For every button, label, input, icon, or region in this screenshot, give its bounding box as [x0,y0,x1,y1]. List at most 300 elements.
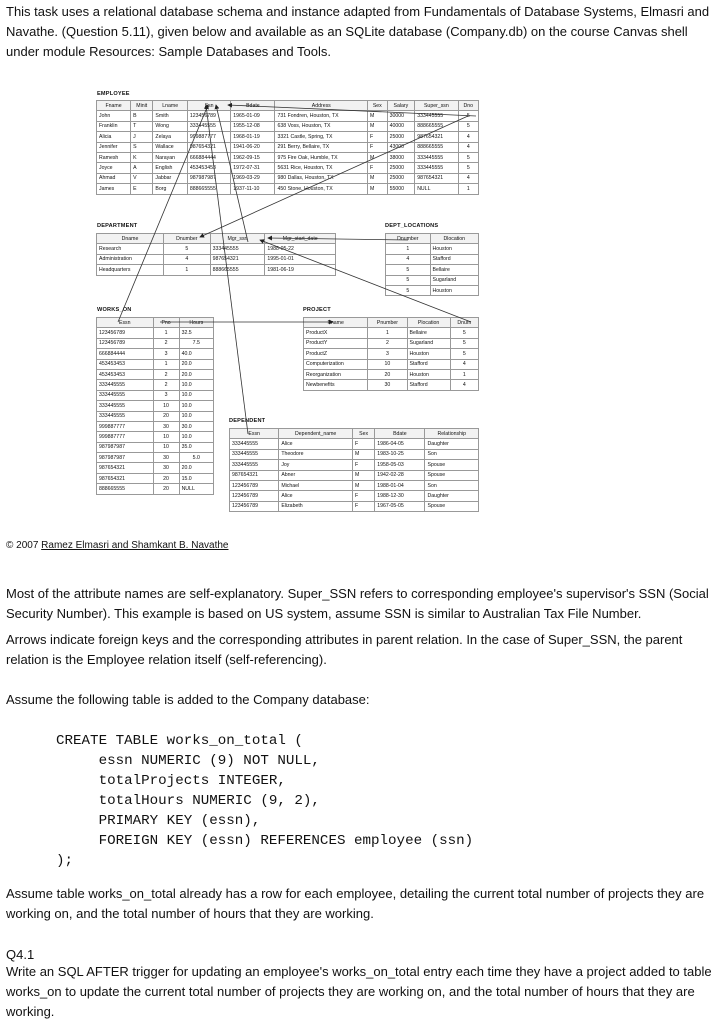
table-cell: 123456789 [97,328,154,338]
table-row [97,349,214,359]
table-cell: 987654321 [97,473,154,483]
table-row [97,359,214,369]
employee-header-row [97,101,479,111]
table-cell: 32.5 [179,328,213,338]
table-cell: Stafford [407,380,450,390]
employee-table [96,100,479,195]
assume-added-paragraph: Assume the following table is added to the Company database: [6,692,370,707]
table-cell: 333445555 [230,449,279,459]
table-cell: 333445555 [230,439,279,449]
table-cell: 4 [164,254,211,264]
table-cell: J [131,132,153,142]
table-cell: 25000 [387,163,415,173]
table-cell: 333445555 [210,244,265,254]
table-cell: 1972-07-31 [231,163,275,173]
table-cell: Houston [407,369,450,379]
table-cell: 10.0 [179,432,213,442]
table-cell: 43000 [387,142,415,152]
table-cell: Abner [279,470,353,480]
column-header: Relationship [425,429,479,439]
table-cell: Spouse [425,470,479,480]
table-cell: 1988-12-30 [375,491,425,501]
column-header: Bdate [375,429,425,439]
table-cell: 4 [386,254,431,264]
question-text: Write an SQL AFTER trigger for updating an employee's works_on_total entry each time they have a project added to table works_on to update the current total number of projects they are working on, and the total number of hours that they are working. [6,964,712,1019]
table-cell: 55000 [387,184,415,194]
table-cell: 333445555 [415,111,458,121]
table-cell: NULL [415,184,458,194]
table-cell: 2 [153,338,179,348]
table-cell: ProductY [304,338,368,348]
table-cell: 30.0 [179,421,213,431]
table-cell: 25000 [387,173,415,183]
column-header: Dnum [450,318,478,328]
table-row [97,484,214,494]
table-row [97,338,214,348]
table-cell: 40.0 [179,349,213,359]
table-row [230,439,479,449]
table-row [304,359,479,369]
table-cell: 980 Dallas, Houston, TX [275,173,368,183]
table-cell: Daughter [425,491,479,501]
table-cell: 1 [386,244,431,254]
column-header: Dno [458,101,478,111]
table-cell: 30 [368,380,407,390]
table-cell: 1988-05-22 [265,244,336,254]
table-cell: 987987987 [187,173,230,183]
table-row [230,470,479,480]
table-cell: Borg [153,184,187,194]
table-cell: 1941-06-20 [231,142,275,152]
table-row [304,369,479,379]
dept-locations-table-title: DEPT_LOCATIONS [385,223,439,229]
table-row [230,460,479,470]
table-cell: 333445555 [97,411,154,421]
table-cell: 1 [368,328,407,338]
table-cell: M [368,121,388,131]
table-row [304,349,479,359]
table-cell: Alice [279,439,353,449]
column-header: Salary [387,101,415,111]
table-cell: 1958-05-03 [375,460,425,470]
table-cell: 4 [450,380,478,390]
table-row [97,142,479,152]
table-cell: 888665555 [187,184,230,194]
column-header: Pnumber [368,318,407,328]
intro-paragraph: This task uses a relational database schema and instance adapted from Fundamentals of Database Systems, Elmasri and Navathe. (Question 5.11), given below and available as an SQLite database (Company.db) on the course Canvas shell under module Resources: Sample Databases and Tools. [6,4,710,59]
table-cell: 20.0 [179,359,213,369]
table-cell: Franklin [97,121,131,131]
table-cell: English [153,163,187,173]
table-cell: Joyce [97,163,131,173]
table-cell: Wallace [153,142,187,152]
table-cell: Sugarland [407,338,450,348]
table-cell: 5 [458,111,478,121]
table-cell: 1 [164,265,211,275]
table-cell: 1 [450,369,478,379]
column-header: Pno [153,318,179,328]
table-cell: Newbenefits [304,380,368,390]
table-cell: 5 [450,338,478,348]
table-cell: Wong [153,121,187,131]
table-cell: 453453453 [97,369,154,379]
table-cell: 7.5 [179,338,213,348]
copyright-line [6,540,228,551]
table-cell: 2 [153,380,179,390]
table-row [97,380,214,390]
table-cell: 1 [153,328,179,338]
table-cell: 999887777 [97,432,154,442]
table-cell: 888665555 [210,265,265,275]
table-cell: 1995-01-01 [265,254,336,264]
table-cell: F [353,439,375,449]
table-cell: 1988-01-04 [375,480,425,490]
table-cell: 1981-06-19 [265,265,336,275]
table-cell: 3 [153,349,179,359]
column-header: Super_ssn [415,101,458,111]
table-row [97,111,479,121]
table-cell: 40000 [387,121,415,131]
table-cell: 10.0 [179,401,213,411]
table-row [304,328,479,338]
table-row [386,265,479,275]
table-row [97,463,214,473]
table-cell: 15.0 [179,473,213,483]
table-cell: 1983-10-25 [375,449,425,459]
table-row [230,501,479,511]
table-cell: 3 [368,349,407,359]
table-cell: 333445555 [97,401,154,411]
table-cell: Joy [279,460,353,470]
table-row [97,265,336,275]
table-cell: Theodore [279,449,353,459]
table-row [97,184,479,194]
table-cell: 1965-01-09 [231,111,275,121]
company-schema-figure [88,78,486,558]
table-row [97,152,479,162]
table-cell: 35.0 [179,442,213,452]
table-row [386,254,479,264]
table-row [97,442,214,452]
project-table [303,317,479,391]
table-cell: 20 [153,473,179,483]
table-cell: Houston [430,244,478,254]
table-row [97,432,214,442]
works-on-header-row [97,318,214,328]
column-header: Essn [230,429,279,439]
arrows-paragraph: Arrows indicate foreign keys and the corresponding attributes in parent relation. In the case of Super_SSN, the parent relation is the Employee relation itself (self-referencing). [6,632,683,667]
table-cell: 987987987 [97,442,154,452]
table-cell: E [131,184,153,194]
table-cell: 4 [458,132,478,142]
table-row [97,173,479,183]
table-cell: 123456789 [230,501,279,511]
table-cell: F [368,163,388,173]
table-cell: M [353,480,375,490]
table-cell: Stafford [430,254,478,264]
column-header: Dnumber [164,234,211,244]
department-header-row [97,234,336,244]
dept-locations-header-row [386,234,479,244]
table-row [97,121,479,131]
column-header: Pname [304,318,368,328]
table-row [97,453,214,463]
table-cell: M [368,111,388,121]
table-cell: Bellaire [430,265,478,275]
table-cell: 10 [368,359,407,369]
table-cell: 5 [386,275,431,285]
table-cell: 5 [450,328,478,338]
table-cell: 888665555 [415,142,458,152]
table-cell: 987654321 [230,470,279,480]
table-cell: 123456789 [230,491,279,501]
column-header: Mgr_start_date [265,234,336,244]
table-cell: 38000 [387,152,415,162]
table-cell: 666884444 [187,152,230,162]
table-cell: 999887777 [187,132,230,142]
table-cell: M [353,449,375,459]
works-on-table-title: WORKS_ON [97,307,132,313]
table-cell: 10 [153,432,179,442]
table-cell: 5631 Rice, Houston, TX [275,163,368,173]
table-cell: 987654321 [210,254,265,264]
table-row [97,369,214,379]
table-row [97,401,214,411]
project-header-row [304,318,479,328]
table-cell: 987654321 [415,173,458,183]
column-header: Hours [179,318,213,328]
table-cell: Jennifer [97,142,131,152]
column-header: Dname [97,234,164,244]
table-cell: Bellaire [407,328,450,338]
table-cell: Research [97,244,164,254]
table-cell: Son [425,480,479,490]
table-cell: M [368,152,388,162]
table-cell: 5 [458,121,478,131]
project-table-title: PROJECT [303,307,331,313]
table-cell: 1955-12-08 [231,121,275,131]
table-cell: 453453453 [97,359,154,369]
table-row [386,285,479,295]
table-row [97,163,479,173]
table-cell: Daughter [425,439,479,449]
table-cell: 30 [153,421,179,431]
table-cell: 333445555 [97,380,154,390]
table-cell: 10.0 [179,411,213,421]
table-cell: Administration [97,254,164,264]
table-cell: ProductX [304,328,368,338]
table-cell: 1968-01-19 [231,132,275,142]
table-cell: Spouse [425,501,479,511]
table-cell: 987654321 [187,142,230,152]
table-cell: F [353,491,375,501]
table-row [304,380,479,390]
table-cell: 5 [386,285,431,295]
table-cell: 975 Fire Oak, Humble, TX [275,152,368,162]
table-cell: ProductZ [304,349,368,359]
table-cell: F [368,132,388,142]
table-cell: Computerization [304,359,368,369]
column-header: Bdate [231,101,275,111]
table-cell: F [368,142,388,152]
table-cell: 1937-11-10 [231,184,275,194]
table-cell: M [368,184,388,194]
table-cell: 4 [458,142,478,152]
table-cell: 10.0 [179,390,213,400]
assume-rows-paragraph: Assume table works_on_total already has a row for each employee, detailing the current total number of projects they are working on, and the total number of hours that they are working. [6,886,705,921]
table-cell: M [368,173,388,183]
table-cell: 5 [458,152,478,162]
table-cell: 30 [153,453,179,463]
table-cell: 5 [386,265,431,275]
table-cell: 123456789 [230,480,279,490]
table-row [97,473,214,483]
table-cell: Houston [407,349,450,359]
table-cell: 999887777 [97,421,154,431]
table-row [97,244,336,254]
table-cell: Ahmad [97,173,131,183]
table-cell: B [131,111,153,121]
department-table [96,233,336,276]
table-cell: F [353,460,375,470]
column-header: Plocation [407,318,450,328]
table-cell: 20 [368,369,407,379]
table-cell: Jabbar [153,173,187,183]
table-cell: Reorganization [304,369,368,379]
table-cell: 1 [153,359,179,369]
dependent-table [229,428,479,512]
table-cell: 1969-03-29 [231,173,275,183]
table-cell: 4 [458,173,478,183]
table-cell: 1967-05-05 [375,501,425,511]
table-cell: V [131,173,153,183]
create-table-sql: CREATE TABLE works_on_total ( essn NUMERIC (9) NOT NULL, totalProjects INTEGER, totalHours NUMERIC (9, 2), PRIMARY KEY (essn), FOREIGN KEY (essn) REFERENCES employee (ssn) ); [56,733,474,869]
table-cell: 987654321 [415,132,458,142]
table-row [97,421,214,431]
dependent-table-title: DEPENDENT [229,418,266,424]
table-cell: 888665555 [97,484,154,494]
column-header: Minit [131,101,153,111]
copyright-prefix: © 2007 [6,540,42,551]
table-cell: 10.0 [179,380,213,390]
table-cell: T [131,121,153,131]
table-cell: 333445555 [97,390,154,400]
column-header: Address [275,101,368,111]
table-cell: 1 [458,184,478,194]
table-cell: 5.0 [179,453,213,463]
table-cell: 20 [153,411,179,421]
employee-table-title: EMPLOYEE [97,91,130,97]
table-cell: A [131,163,153,173]
table-cell: 2 [153,369,179,379]
table-cell: 1962-09-15 [231,152,275,162]
table-cell: 333445555 [415,163,458,173]
column-header: Dependent_name [279,429,353,439]
table-cell: Stafford [407,359,450,369]
table-cell: 291 Berry, Bellaire, TX [275,142,368,152]
table-cell: 10 [153,442,179,452]
column-header: Dnumber [386,234,431,244]
table-cell: 453453453 [187,163,230,173]
table-cell: Alicia [97,132,131,142]
table-cell: 1942-02-28 [375,470,425,480]
table-row [230,480,479,490]
table-row [304,338,479,348]
table-cell: 30000 [387,111,415,121]
table-cell: 4 [450,359,478,369]
table-row [97,254,336,264]
table-cell: NULL [179,484,213,494]
table-cell: 20 [153,484,179,494]
table-row [97,132,479,142]
table-cell: 20.0 [179,463,213,473]
table-row [230,449,479,459]
table-cell: F [353,501,375,511]
table-cell: 987654321 [97,463,154,473]
table-cell: 888665555 [415,121,458,131]
table-cell: 666884444 [97,349,154,359]
table-row [386,275,479,285]
table-cell: James [97,184,131,194]
table-cell: S [131,142,153,152]
dependent-header-row [230,429,479,439]
table-cell: 2 [368,338,407,348]
column-header: Ssn [187,101,230,111]
table-cell: 333445555 [230,460,279,470]
table-cell: 3 [153,390,179,400]
table-cell: Spouse [425,460,479,470]
table-row [97,411,214,421]
table-cell: 1986-04-05 [375,439,425,449]
table-cell: 30 [153,463,179,473]
table-cell: Ramesh [97,152,131,162]
column-header: Lname [153,101,187,111]
table-row [230,491,479,501]
table-cell: 333445555 [415,152,458,162]
table-cell: 450 Stone, Houston, TX [275,184,368,194]
column-header: Fname [97,101,131,111]
table-cell: Alice [279,491,353,501]
table-cell: 20.0 [179,369,213,379]
table-cell: Sugarland [430,275,478,285]
table-cell: 5 [164,244,211,254]
dept-locations-table [385,233,479,296]
table-cell: Houston [430,285,478,295]
question-label: Q4.1 [6,947,35,962]
table-cell: Zelaya [153,132,187,142]
table-cell: 10 [153,401,179,411]
table-cell: Son [425,449,479,459]
attributes-paragraph: Most of the attribute names are self-explanatory. Super_SSN refers to corresponding employee's supervisor's SSN (Social Security Number). This example is based on US system, assume SSN is similar to Australian Tax File Number. [6,586,709,621]
table-cell: 123456789 [187,111,230,121]
table-cell: Elizabeth [279,501,353,511]
table-cell: Headquarters [97,265,164,275]
table-cell: Michael [279,480,353,490]
table-cell: Narayan [153,152,187,162]
table-cell: John [97,111,131,121]
column-header: Sex [353,429,375,439]
column-header: Sex [368,101,388,111]
table-cell: Smith [153,111,187,121]
column-header: Dlocation [430,234,478,244]
table-row [97,328,214,338]
table-cell: 333445555 [187,121,230,131]
department-table-title: DEPARTMENT [97,223,138,229]
table-cell: 5 [458,163,478,173]
table-cell: M [353,470,375,480]
column-header: Mgr_ssn [210,234,265,244]
works-on-table [96,317,214,495]
